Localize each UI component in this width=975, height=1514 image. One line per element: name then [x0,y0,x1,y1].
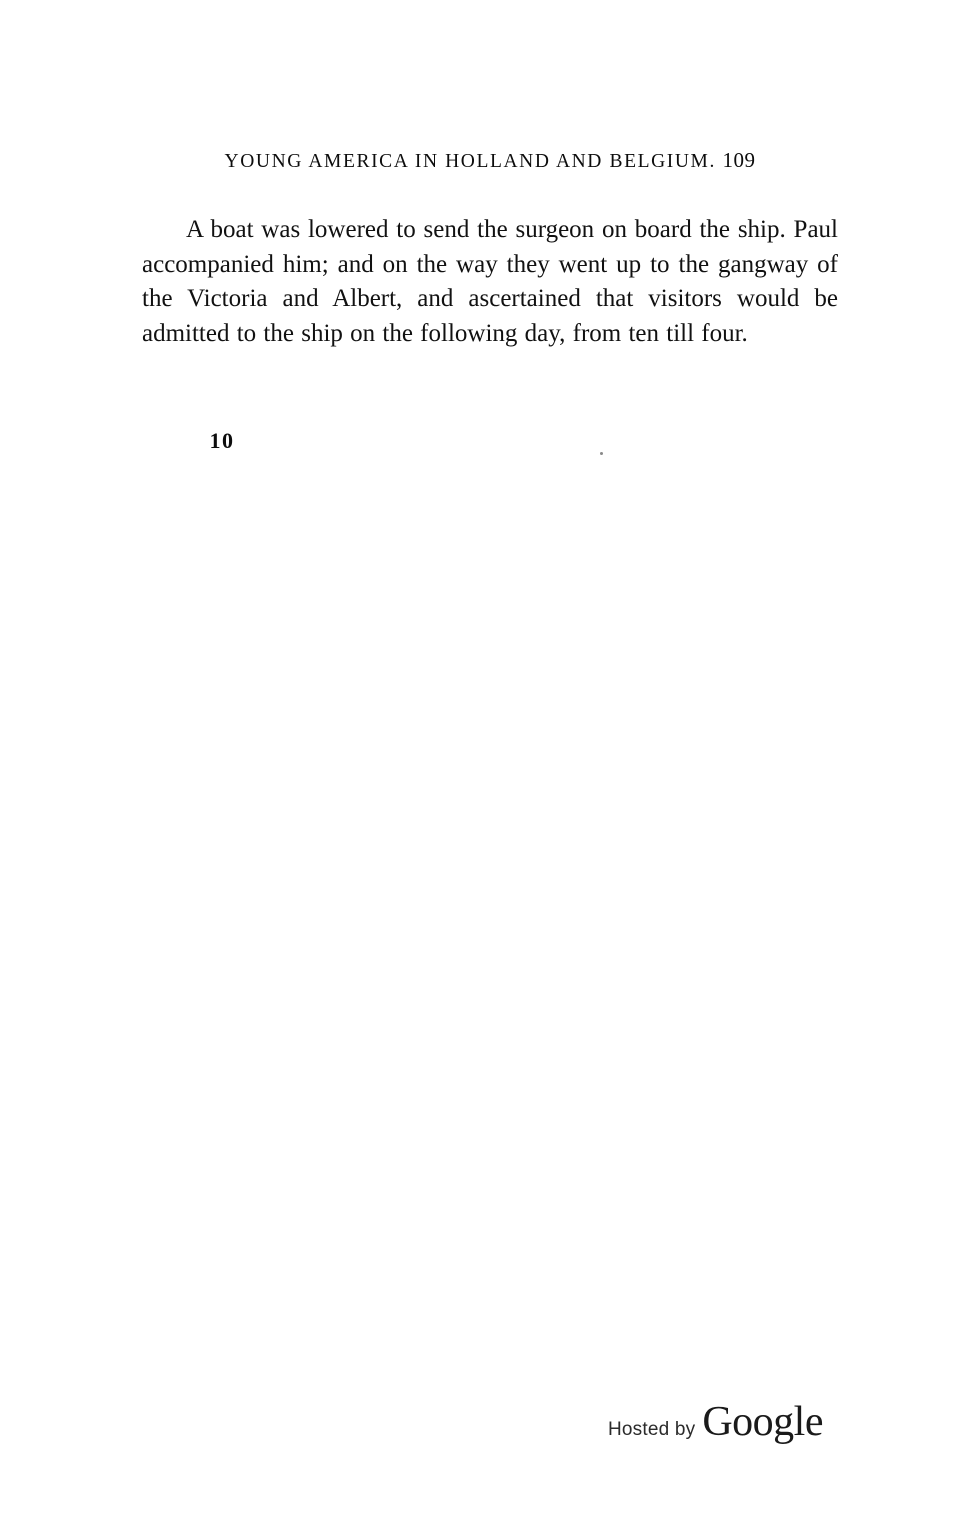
signature-mark: 10 [209,428,235,453]
paragraph: A boat was lowered to send the surgeon on board the ship. Paul accompanied him; and on the way they went up to the gangway of the Victoria and Albert, and ascertained that visitors would be admitted to the ship on the following day, from ten till four. [142,216,838,347]
google-wordmark: Google [702,1399,823,1445]
page-number: 109 [722,148,756,172]
body-text-block [142,213,838,351]
running-head-title: YOUNG AMERICA IN HOLLAND AND BELGIUM. [224,151,716,172]
running-head [140,148,840,173]
scan-speck [600,452,603,455]
hosted-by-label: Hosted by [607,1419,696,1440]
hosted-by-google-footer [608,1398,823,1446]
